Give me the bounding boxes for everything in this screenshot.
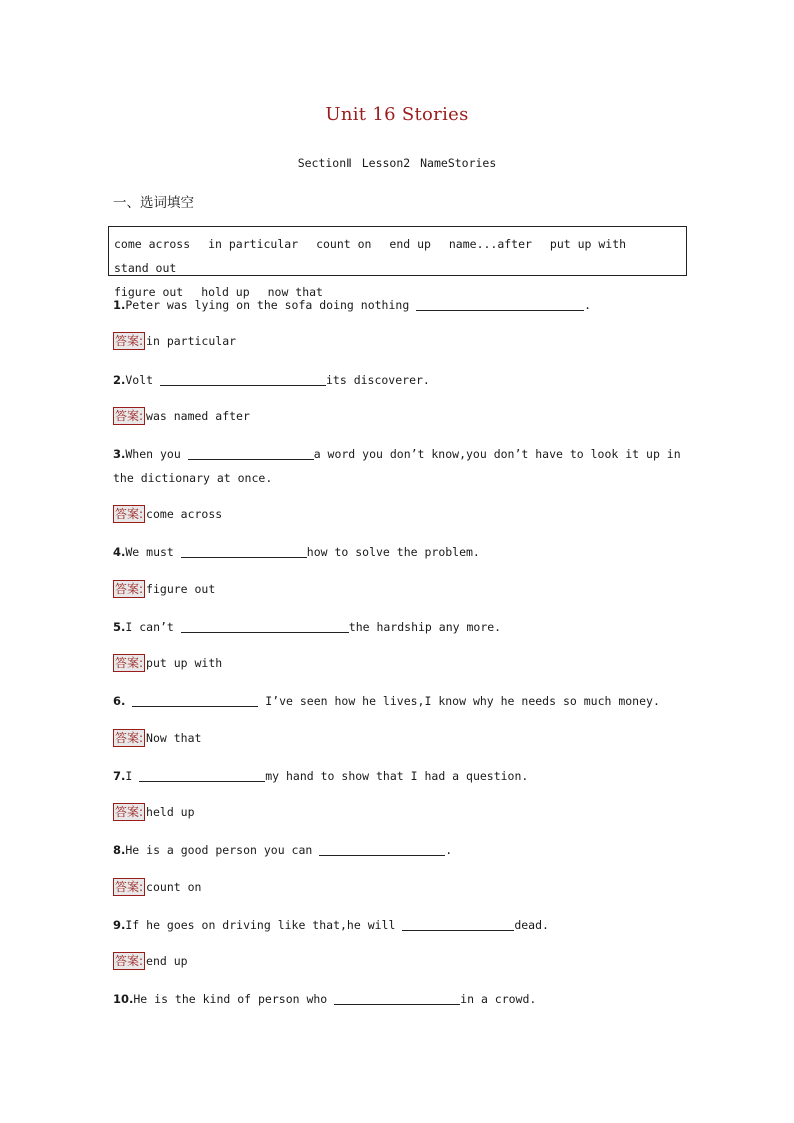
question-text: When you (125, 447, 188, 461)
answer-6 (113, 729, 201, 747)
question-text: He is the kind of person who (133, 992, 335, 1006)
question-text: dead. (514, 918, 549, 932)
answer-label: 答案: (115, 954, 144, 968)
question-10 (113, 987, 683, 1011)
question-number: 3. (113, 447, 126, 461)
answer-text: Now that (146, 731, 202, 745)
question-number: 8. (113, 843, 126, 857)
answer-blank (334, 990, 460, 1005)
answer-blank (181, 618, 349, 633)
question-text: Volt (125, 373, 160, 387)
answer-blank (160, 371, 326, 386)
answer-3 (113, 505, 222, 523)
question-text: the hardship any more. (348, 620, 502, 634)
question-text: I’ve seen how he lives,I know why he needs so much money. (258, 694, 660, 708)
question-text: in a crowd. (460, 992, 537, 1006)
word-bank-item: hold up (201, 285, 250, 299)
word-bank-box (108, 226, 687, 299)
page-subtitle: SectionⅡ Lesson2 NameStories (297, 156, 497, 170)
question-5 (113, 615, 683, 639)
question-text: . (584, 298, 592, 312)
answer-blank (181, 543, 307, 558)
answer-7 (113, 803, 195, 821)
answer-blank (188, 445, 314, 460)
question-text: Peter was lying on the sofa doing nothing (125, 298, 417, 312)
word-bank-item: come across (114, 237, 191, 251)
answer-label: 答案: (115, 334, 144, 348)
question-text: If he goes on driving like that,he will (125, 918, 403, 932)
answer-blank (139, 767, 265, 782)
answer-label: 答案: (115, 805, 144, 819)
answer-text: figure out (146, 582, 216, 596)
answer-label: 答案: (115, 731, 144, 745)
answer-4 (113, 580, 215, 598)
answer-text: end up (146, 954, 188, 968)
answer-text: count on (146, 880, 202, 894)
answer-2 (113, 407, 250, 425)
answer-text: put up with (146, 656, 223, 670)
answer-label: 答案: (115, 582, 144, 596)
question-6 (113, 689, 683, 713)
word-bank-item: count on (316, 237, 372, 251)
answer-9 (113, 952, 188, 970)
answer-label: 答案: (115, 656, 144, 670)
word-bank-item: end up (389, 237, 431, 251)
word-bank-item: stand out (114, 261, 177, 275)
answer-5 (113, 654, 222, 672)
question-text: my hand to show that I had a question. (265, 769, 529, 783)
question-9 (113, 913, 683, 937)
question-7 (113, 764, 683, 788)
question-text: I can’t (125, 620, 181, 634)
answer-text: held up (146, 805, 195, 819)
answer-blank (132, 692, 258, 707)
question-number: 1. (113, 298, 126, 312)
question-text: We must (125, 545, 181, 559)
word-bank-item: figure out (114, 285, 184, 299)
section-heading: 一、选词填空 (113, 195, 194, 211)
answer-text: come across (146, 507, 223, 521)
question-text (125, 694, 132, 708)
question-number: 6. (113, 694, 126, 708)
answer-text: was named after (146, 409, 250, 423)
question-text: He is a good person you can (125, 843, 320, 857)
question-number: 4. (113, 545, 126, 559)
question-4 (113, 540, 683, 564)
word-bank-item: name...after (448, 237, 532, 251)
answer-1 (113, 332, 236, 350)
question-3 (113, 442, 683, 490)
question-text: how to solve the problem. (306, 545, 480, 559)
word-bank-item: now that (267, 285, 323, 299)
question-2 (113, 368, 683, 392)
question-text: its discoverer. (326, 373, 430, 387)
question-number: 9. (113, 918, 126, 932)
question-1 (113, 293, 683, 317)
question-number: 10. (113, 992, 134, 1006)
question-number: 5. (113, 620, 126, 634)
question-text: . (445, 843, 453, 857)
answer-blank (416, 296, 584, 311)
word-bank-item: put up with (549, 237, 627, 251)
answer-blank (319, 841, 445, 856)
question-text: I (125, 769, 140, 783)
question-text: a word you don’t know,you don’t have to look it up in the dictionary at once. (113, 447, 681, 485)
answer-blank (402, 916, 514, 931)
question-number: 7. (113, 769, 126, 783)
question-8 (113, 838, 683, 862)
answer-text: in particular (146, 334, 237, 348)
answer-label: 答案: (115, 507, 144, 521)
page-title: Unit 16 Stories (325, 104, 469, 125)
question-number: 2. (113, 373, 126, 387)
word-bank-item: in particular (208, 237, 299, 251)
answer-label: 答案: (115, 409, 144, 423)
answer-label: 答案: (115, 880, 144, 894)
answer-8 (113, 878, 201, 896)
